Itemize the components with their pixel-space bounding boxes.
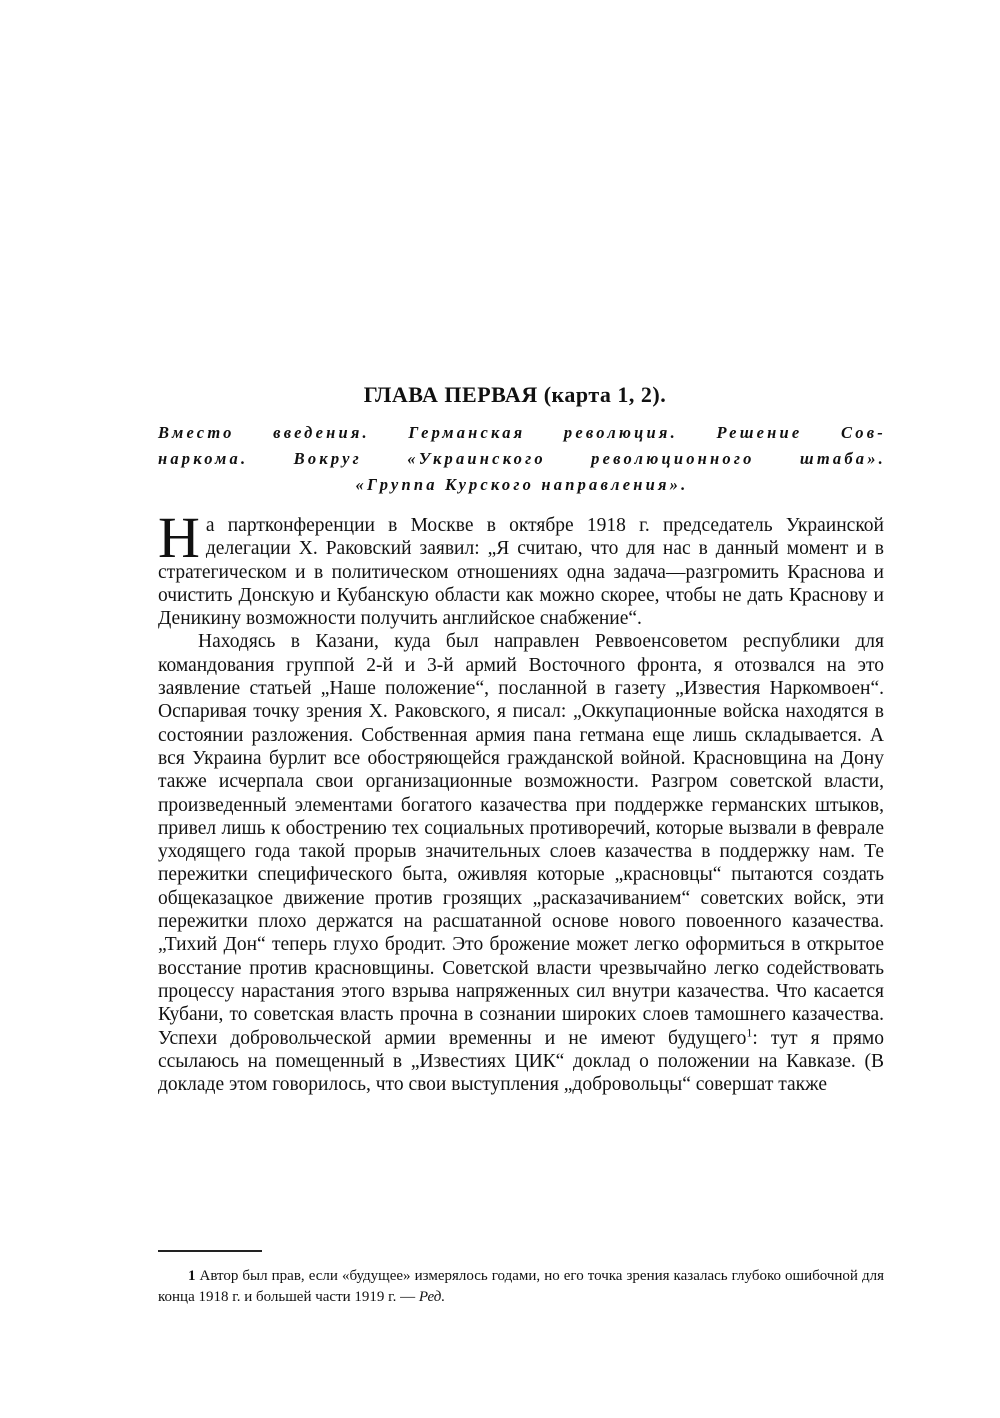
footnote-mark: 1 — [188, 1268, 196, 1284]
summary-line: Вместо введения. Германская революция. Решение Сов- — [158, 423, 886, 442]
summary-line: «Группа Курского направления». — [355, 475, 689, 494]
summary-line: наркома. Вокруг «Украинского революционного штаба». — [158, 449, 886, 468]
footnote-text: Автор был прав, если «будущее» измерялось годами, но его точка зрения казалась глубоко ошибочной для конца 1918 г. и большей части 1919 г. — — [158, 1268, 884, 1305]
footnote-divider — [158, 1250, 262, 1252]
paragraph-text: а партконференции в Москве в октябре 1918 г. председатель Украинской делегации Х. Раковский заявил: „Я считаю, что для нас в данный момент и в стратегическом и в политическом отношениях одна задача—разгромить Краснова и очистить Донскую и Кубанскую области как можно скорее, чтобы не дать Краснову и Деникину возможности получить английское снабжение“. — [158, 515, 884, 630]
chapter-summary — [158, 420, 886, 498]
paragraph-text: : тут я прямо ссылаюсь на помещенный в „Известиях ЦИК“ доклад о положении на Кавказе. (В докладе этом говорилось, что свои выступления „добровольцы“ совершат также — [158, 1027, 884, 1096]
main-text — [158, 505, 884, 1096]
paragraph — [158, 630, 884, 1096]
footnote-attribution: Ред. — [418, 1289, 446, 1305]
paragraph-text: Находясь в Казани, куда был направлен Реввоенсоветом республики для командования группой 2-й и 3-й армий Восточного фронта, я отозвался на это заявление статьей „Наше положение“, посланной в газету „Известия Наркомвоен“. Оспаривая точку зрения Х. Раковского, я писал: „Оккупационные войска находятся в состоянии разложения. Собственная армия пана гетмана еще лишь складывается. А вся Украина бурлит все обостряющейся гражданской войной. Красновщина на Дону также исчерпала свои организационные возможности. Разгром советской власти, произведенный элементами богатого казачества при поддержке германских штыков, привел лишь к обострению тех социальных противоречий, которые вызвали в феврале уходящего года такой прорыв значительных слоев казачества в поддержку нам. Те пережитки специфического быта, оживляя которые „красновцы“ пытаются создать общеказацкое движение против грозящих „расказачиванием“ советских войск, эти пережитки плохо держатся на расшатанной основе нового повоенного казачества. „Тихий Дон“ теперь глухо бродит. Это брожение может легко оформиться в открытое восстание против красновщины. Советской власти чрезвычайно легко содействовать процессу нарастания этого взрыва напряженных сил внутри казачества. Что касается Кубани, то советская власть прочна в сознании широких слоев тамошнего казачества. Успехи добровольческой армии временны и не имеют будущего — [158, 631, 884, 1049]
paragraph — [158, 505, 884, 630]
footnote — [158, 1266, 884, 1308]
drop-cap: Н — [158, 505, 200, 570]
chapter-title: ГЛАВА ПЕРВАЯ (карта 1, 2). — [363, 382, 667, 407]
footnote-reference[interactable]: 1 — [746, 1025, 753, 1040]
